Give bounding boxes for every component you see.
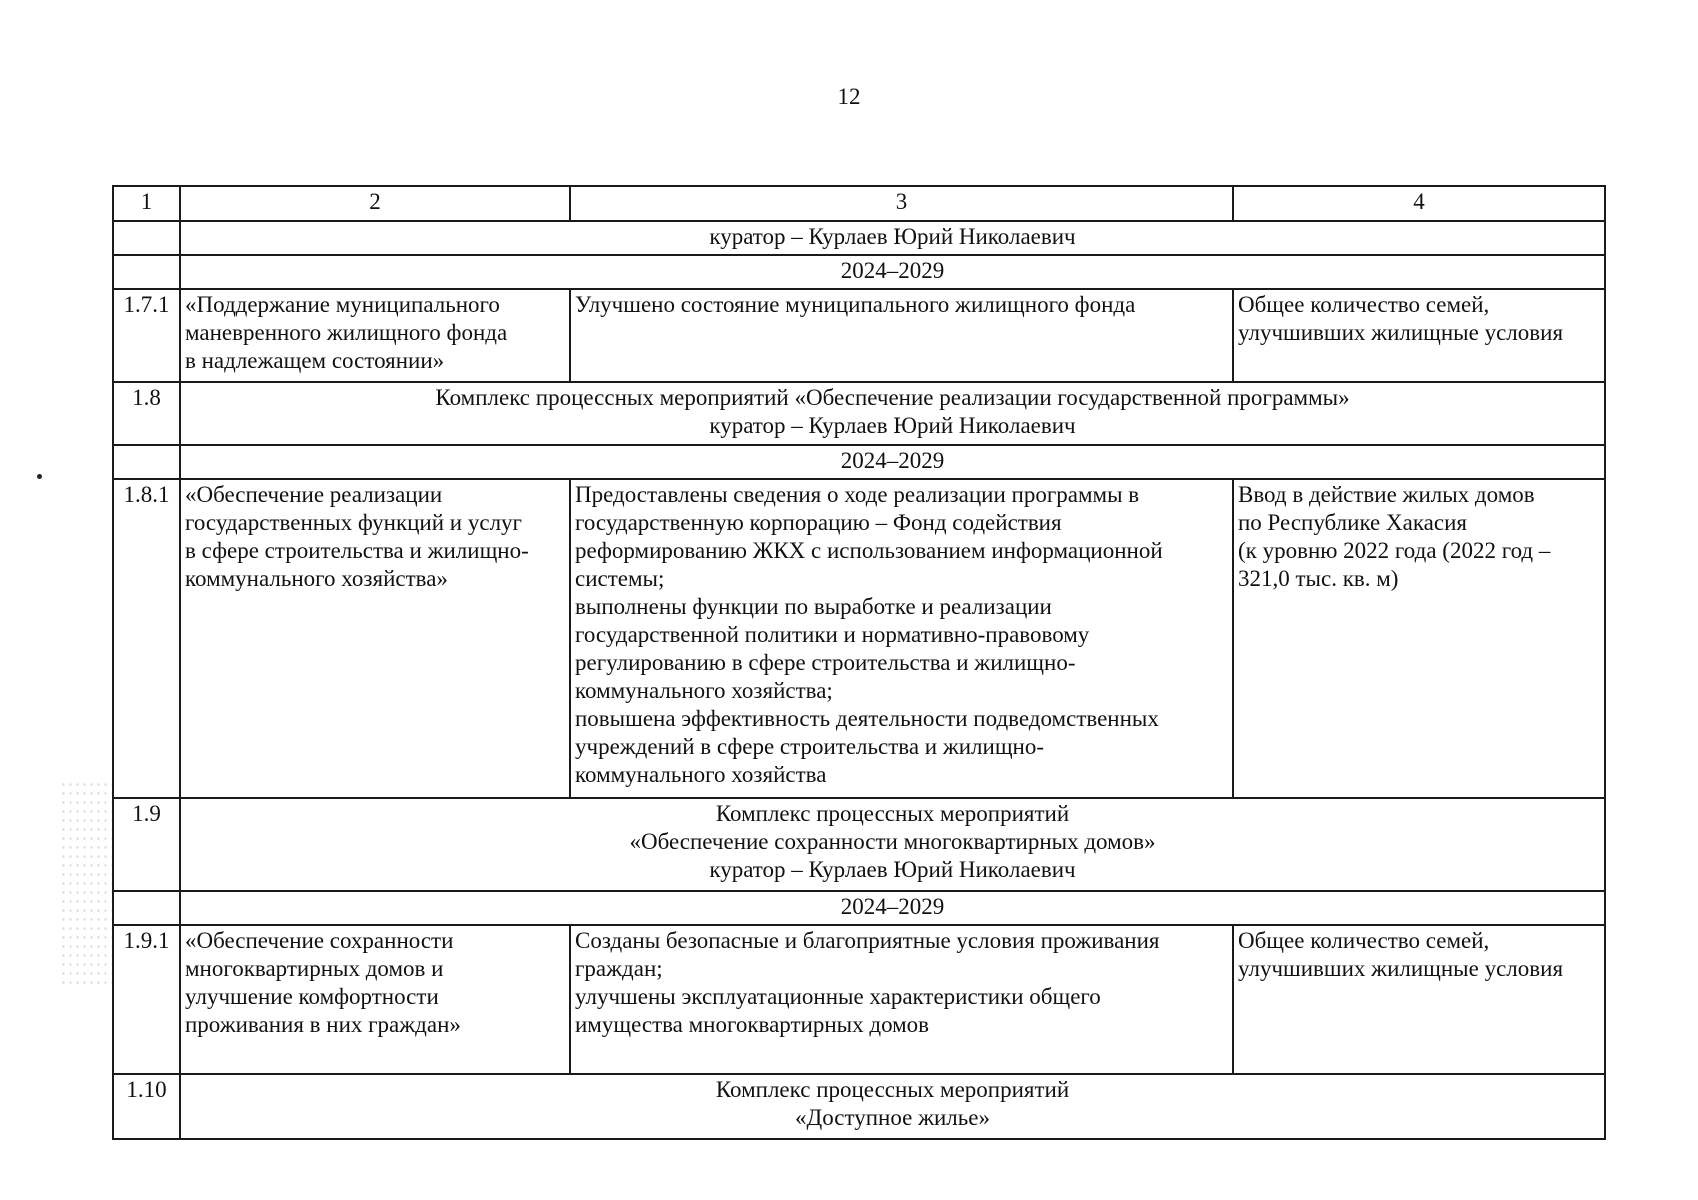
result-line: коммунального хозяйства;	[575, 678, 833, 703]
task-line: «Обеспечение сохранности	[185, 928, 454, 953]
table-row	[113, 289, 1605, 382]
task-cell	[180, 925, 570, 1074]
indicator-line: Ввод в действие жилых домов	[1238, 482, 1535, 507]
result-line: Улучшено состояние муниципального жилищного фонда	[575, 292, 1136, 317]
header-cell-1: 1	[113, 186, 180, 221]
section-title: Комплекс процессных мероприятий	[715, 801, 1070, 826]
period-text: 2024–2029	[180, 255, 1605, 289]
row-number: 1.7.1	[113, 289, 180, 382]
indicator-line: по Республике Хакасия	[1238, 510, 1467, 535]
row-number: 1.8.1	[113, 479, 180, 798]
result-line: учреждений в сфере строительства и жилищно-	[575, 734, 1044, 759]
task-line: в сфере строительства и жилищно-	[185, 538, 529, 563]
period-row	[113, 891, 1605, 925]
scan-artifact-noise	[60, 780, 118, 990]
task-line: в надлежащем состоянии»	[185, 348, 445, 373]
header-row	[113, 186, 1605, 221]
section-row	[113, 798, 1605, 891]
result-line: граждан;	[575, 956, 663, 981]
section-title-cell	[180, 1074, 1605, 1139]
section-row	[113, 382, 1605, 445]
section-title: «Обеспечение сохранности многоквартирных домов»	[629, 829, 1156, 854]
task-line: многоквартирных домов и	[185, 956, 444, 981]
result-line: Предоставлены сведения о ходе реализации программы в	[575, 482, 1140, 507]
indicator-line: 321,0 тыс. кв. м)	[1238, 566, 1399, 591]
section-title: Комплекс процессных мероприятий «Обеспечение реализации государственной программы»	[435, 385, 1350, 410]
task-cell	[180, 479, 570, 798]
table-row	[113, 479, 1605, 798]
section-curator: куратор – Курлаев Юрий Николаевич	[709, 857, 1076, 882]
program-table	[112, 185, 1606, 1140]
result-line: коммунального хозяйства	[575, 762, 827, 787]
section-row	[113, 1074, 1605, 1139]
page-number: 12	[837, 84, 861, 109]
scan-artifact-dot	[37, 474, 42, 479]
result-line: государственную корпорацию – Фонд содействия	[575, 510, 1062, 535]
result-line: имущества многоквартирных домов	[575, 1012, 930, 1037]
task-cell	[180, 289, 570, 382]
result-line: системы;	[575, 566, 665, 591]
header-cell-2: 2	[180, 186, 570, 221]
result-cell	[570, 925, 1233, 1074]
period-row	[113, 445, 1605, 479]
section-curator: куратор – Курлаев Юрий Николаевич	[709, 413, 1076, 438]
result-cell	[570, 479, 1233, 798]
header-cell-3: 3	[570, 186, 1233, 221]
result-line: реформированию ЖКХ с использованием информационной	[575, 538, 1163, 563]
section-title: Комплекс процессных мероприятий	[715, 1077, 1070, 1102]
period-text: 2024–2029	[180, 891, 1605, 925]
empty-num-cell	[113, 221, 180, 255]
empty-num-cell	[113, 891, 180, 925]
result-line: повышена эффективность деятельности подведомственных	[575, 706, 1159, 731]
result-line: регулированию в сфере строительства и жилищно-	[575, 650, 1076, 675]
indicator-line: Общее количество семей,	[1238, 928, 1490, 953]
row-number: 1.9.1	[113, 925, 180, 1074]
task-line: «Поддержание муниципального	[185, 292, 500, 317]
period-row	[113, 255, 1605, 289]
task-line: улучшение комфортности	[185, 984, 439, 1009]
table-row	[113, 925, 1605, 1074]
indicator-line: улучшивших жилищные условия	[1238, 956, 1564, 981]
task-line: «Обеспечение реализации	[185, 482, 443, 507]
row-number: 1.9	[113, 798, 180, 891]
result-line: выполнены функции по выработке и реализации	[575, 594, 1052, 619]
result-line: государственной политики и нормативно-правовому	[575, 622, 1090, 647]
section-title-cell	[180, 382, 1605, 445]
empty-num-cell	[113, 445, 180, 479]
row-number: 1.8	[113, 382, 180, 445]
section-title: «Доступное жилье»	[795, 1105, 990, 1130]
indicator-line: улучшивших жилищные условия	[1238, 320, 1564, 345]
curator-text: куратор – Курлаев Юрий Николаевич	[180, 221, 1605, 255]
indicator-cell	[1233, 289, 1605, 382]
result-line: улучшены эксплуатационные характеристики общего	[575, 984, 1101, 1009]
task-line: коммунального хозяйства»	[185, 566, 448, 591]
curator-row	[113, 221, 1605, 255]
section-title-cell	[180, 798, 1605, 891]
task-line: проживания в них граждан»	[185, 1012, 461, 1037]
indicator-line: Общее количество семей,	[1238, 292, 1490, 317]
indicator-line: (к уровню 2022 года (2022 год –	[1238, 538, 1551, 563]
header-cell-4: 4	[1233, 186, 1605, 221]
empty-num-cell	[113, 255, 180, 289]
indicator-cell	[1233, 479, 1605, 798]
row-number: 1.10	[113, 1074, 180, 1139]
result-cell	[570, 289, 1233, 382]
period-text: 2024–2029	[180, 445, 1605, 479]
task-line: маневренного жилищного фонда	[185, 320, 508, 345]
indicator-cell	[1233, 925, 1605, 1074]
result-line: Созданы безопасные и благоприятные условия проживания	[575, 928, 1160, 953]
task-line: государственных функций и услуг	[185, 510, 522, 535]
